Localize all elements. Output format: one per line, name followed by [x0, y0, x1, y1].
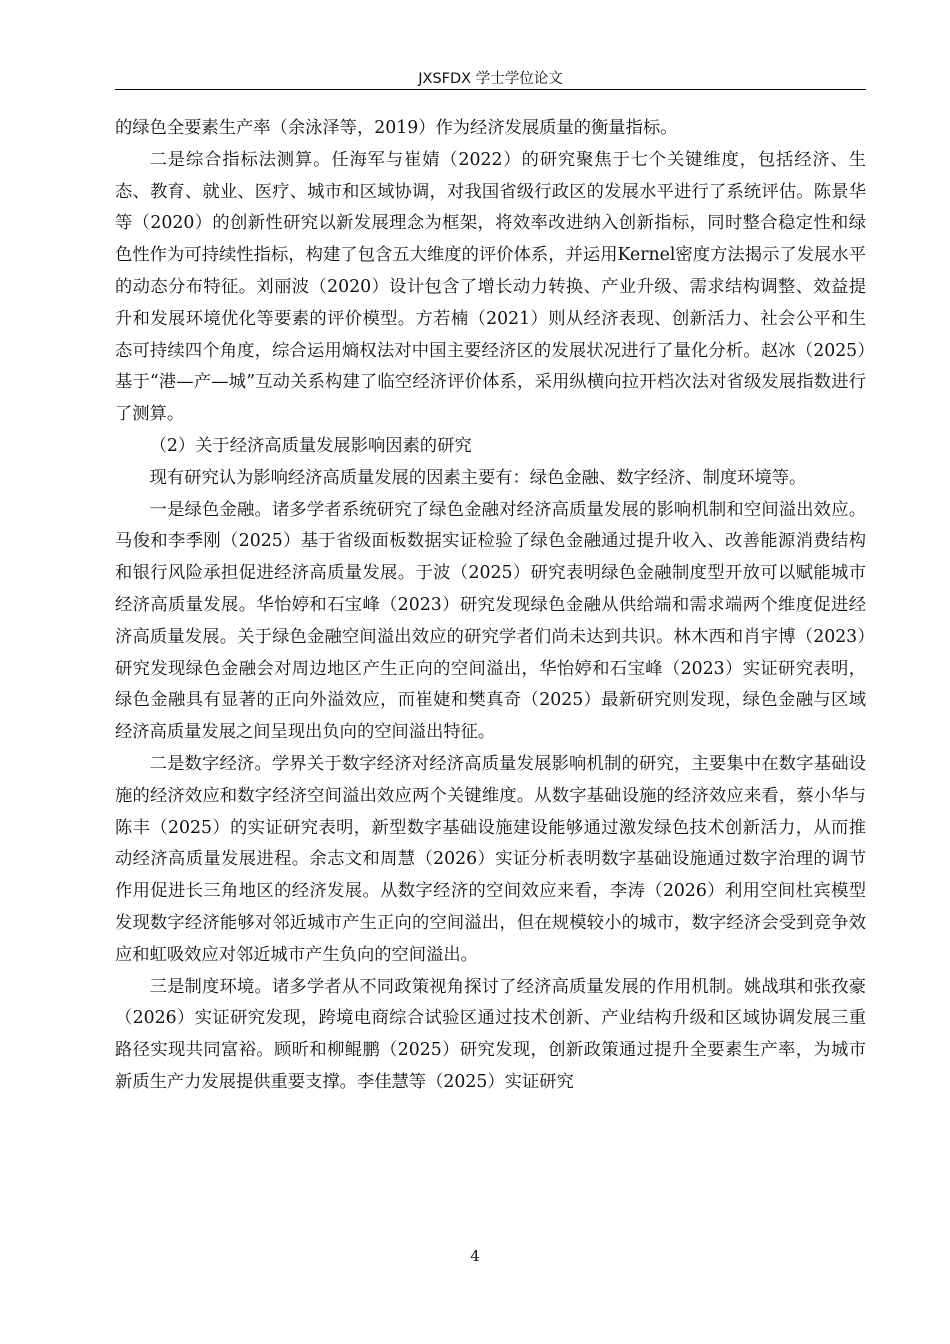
paragraph-3: 现有研究认为影响经济高质量发展的因素主要有：绿色金融、数字经济、制度环境等。 — [149, 467, 807, 488]
paragraph-6: 三是制度环境。诸多学者从不同政策视角探讨了经济高质量发展的作用机制。姚战琪和张孜豪（2026）实证研究发现，跨境电商综合试验区通过技术创新、产业结构升级和区域协调发展三重路径实现共同富裕。顾昕和柳鲲鹏（2025）研究发现，创新政策通过提升全要素生产率，为城市新质生产力发展提供重要支撑。李佳慧等（2025）实证研究 — [115, 976, 866, 1092]
body-text — [115, 113, 866, 1099]
section-heading: （2）关于经济高质量发展影响因素的研究 — [149, 435, 472, 456]
paragraph-5: 二是数字经济。学界关于数字经济对经济高质量发展影响机制的研究，主要集中在数字基础设施的经济效应和数字经济空间溢出效应两个关键维度。从数字基础设施的经济效应来看，蔡小华与陈丰（2025）的实证研究表明，新型数字基础设施建设能够通过激发绿色技术创新活力，从而推动经济高质量发展进程。余志文和周慧（2026）实证分析表明数字基础设施通过数字治理的调节作用促进长三角地区的经济发展。从数字经济的空间效应来看，李涛（2026）利用空间杜宾模型发现数字经济能够对邻近城市产生正向的空间溢出，但在规模较小的城市，数字经济会受到竞争效应和虹吸效应对邻近城市产生负向的空间溢出。 — [115, 753, 866, 965]
paragraph-4: 一是绿色金融。诸多学者系统研究了绿色金融对经济高质量发展的影响机制和空间溢出效应。马俊和李季刚（2025）基于省级面板数据实证检验了绿色金融通过提升收入、改善能源消费结构和银行风险承担促进经济高质量发展。于波（2025）研究表明绿色金融制度型开放可以赋能城市经济高质量发展。华怡婷和石宝峰（2023）研究发现绿色金融从供给端和需求端两个维度促进经济高质量发展。关于绿色金融空间溢出效应的研究学者们尚未达到共识。林木西和肖宇博（2023）研究发现绿色金融会对周边地区产生正向的空间溢出，华怡婷和石宝峰（2023）实证研究表明，绿色金融具有显著的正向外溢效应，而崔婕和樊真奇（2025）最新研究则发现，绿色金融与区域经济高质量发展之间呈现出负向的空间溢出特征。 — [115, 499, 866, 743]
paragraph-1: 的绿色全要素生产率（余泳泽等，2019）作为经济发展质量的衡量指标。 — [115, 118, 678, 138]
header-title: JXSFDX 学士学位论文 — [418, 71, 563, 87]
page-number: 4 — [470, 1247, 480, 1265]
paragraph-2: 二是综合指标法测算。任海军与崔婧（2022）的研究聚焦于七个关键维度，包括经济、生态、教育、就业、医疗、城市和区域协调，对我国省级行政区的发展水平进行了系统评估。陈景华等（2020）的创新性研究以新发展理念为框架，将效率改进纳入创新指标，同时整合稳定性和绿色性作为可持续性指标，构建了包含五大维度的评价体系，并运用Kernel密度方法揭示了发展水平的动态分布特征。刘丽波（2020）设计包含了增长动力转换、产业升级、需求结构调整、效益提升和发展环境优化等要素的评价模型。方若楠（2021）则从经济表现、创新活力、社会公平和生态可持续四个角度，综合运用熵权法对中国主要经济区的发展状况进行了量化分析。赵冰（2025）基于“港—产—城”互动关系构建了临空经济评价体系，采用纵横向拉开档次法对省级发展指数进行了测算。 — [115, 149, 866, 425]
page-header — [115, 50, 866, 90]
